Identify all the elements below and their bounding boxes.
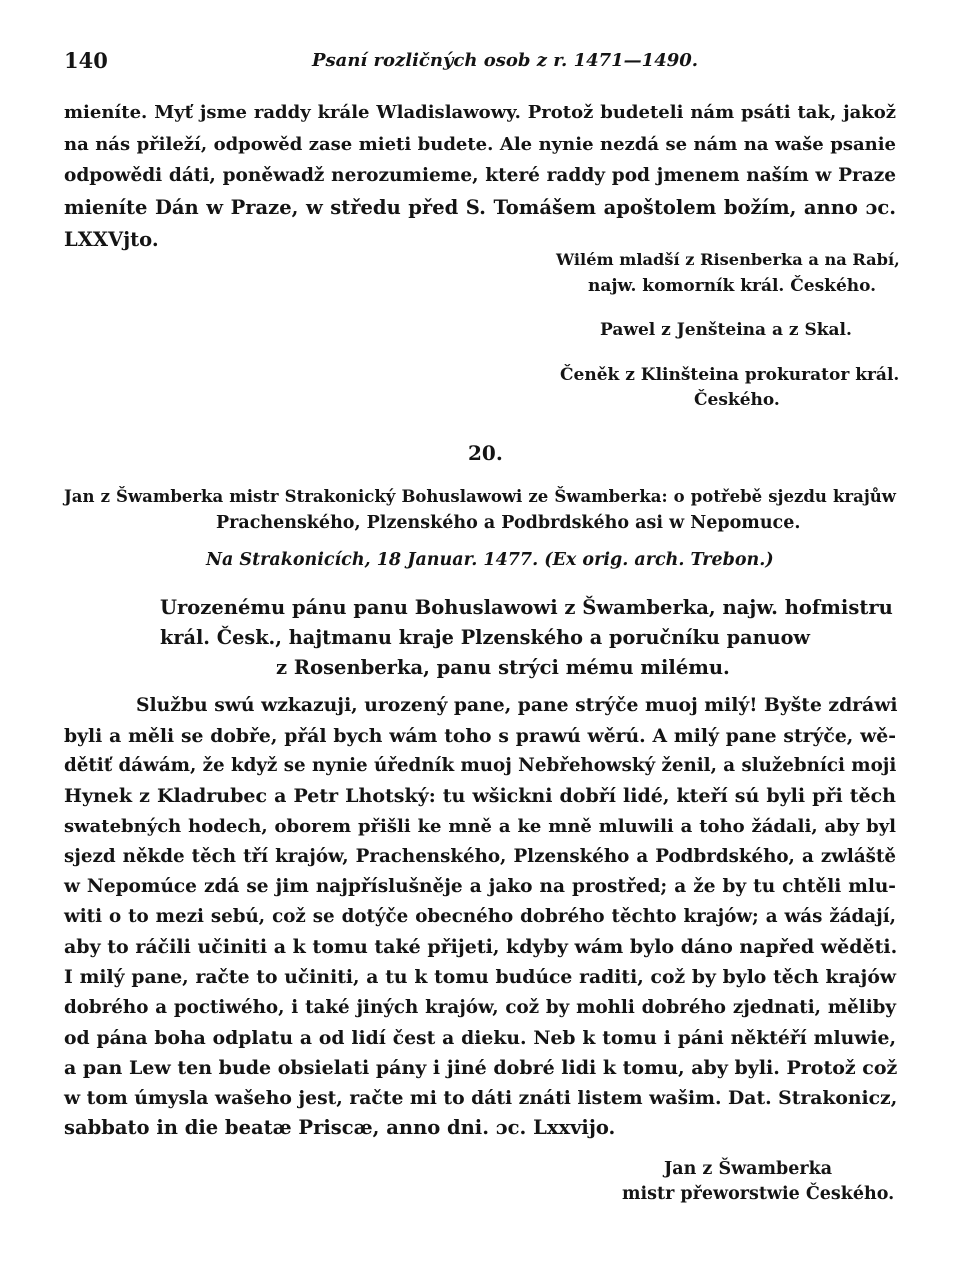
summary-line: Prachenského, Plzenského a Podbrdského asi w Nepomuce. [216, 513, 801, 533]
address-line: z Rosenberka, panu strýci mému milému. [276, 656, 730, 679]
letter-body-line: od pána boha odplatu a od lidí čest a dieku. Neb k tomu i páni něktéří mluwie, [64, 1027, 896, 1049]
signature-line: mistr přeworstwie Českého. [622, 1184, 895, 1204]
prev-letter-line: odpowědi dáti, poněwadž nerozumieme, které raddy pod jmenem naším w Praze [64, 165, 896, 186]
prev-letter-line: LXXVjto. [64, 228, 159, 251]
signature-line: Jan z Šwamberka [664, 1159, 833, 1179]
prev-letter-line: mieníte. Myť jsme raddy krále Wladislawowy. Protož budeteli nám psáti tak, jakož [64, 102, 896, 123]
letter-body-line: w Nepomúce zdá se jim najpříslušněje a jako na prostřed; a že by tu chtěli mlu- [64, 876, 896, 897]
signature-line: najw. komorník král. Českého. [588, 276, 877, 296]
signature-line: Wilém mladší z Risenberka a na Rabí, [556, 250, 900, 269]
summary-line: Jan z Šwamberka mistr Strakonický Bohuslawowi ze Šwamberka: o potřebě sjezdu krajůw [64, 487, 896, 506]
letter-body-line: sjezd někde těch tří krajów, Prachenského, Plzenského a Podbrdského, a zwláště [64, 846, 896, 867]
prev-letter-line: mieníte Dán w Praze, w středu před S. Tomášem apoštolem božím, anno ɔc. [64, 196, 896, 219]
letter-body-line: swatebných hodech, oborem přišli ke mně a ke mně mluwili a toho žádali, aby byl [64, 816, 896, 837]
letter-body-line: I milý pane, račte to učiniti, a tu k tomu budúce raditi, což by bylo těch krajów [64, 966, 896, 988]
page-number: 140 [64, 48, 108, 73]
letter-body-line: a pan Lew ten bude obsielati pány i jiné dobré lidi k tomu, aby byli. Protož což [64, 1057, 898, 1079]
signature-line: Pawel z Jenšteina a z Skal. [600, 320, 852, 340]
signature-line: Českého. [694, 390, 780, 410]
letter-body-line: aby to ráčili učiniti a k tomu také přijeti, kdyby wám bylo dáno napřed wěděti. [64, 936, 898, 958]
letter-body-line: byli a měli se dobře, přál bych wám toho s prawú wěrú. A milý pane strýče, wě- [64, 725, 896, 747]
address-line: Urozenému pánu panu Bohuslawowi z Šwamberka, najw. hofmistru [160, 596, 893, 619]
letter-body-line: w tom úmysla wašeho jest, račte mi to dáti znáti listem wašim. Dat. Strakonicz, [64, 1087, 898, 1109]
prev-letter-line: na nás přileží, odpowěd zase mieti budete. Ale nynie nezdá se nám na waše psanie [64, 134, 896, 155]
letter-body-line: dobrého a poctiwého, i také jiných krajów, což by mohli dobrého zjednati, měliby [64, 997, 896, 1018]
signature-line: Čeněk z Klinšteina prokurator král. [560, 365, 900, 385]
letter-body-line: Hynek z Kladrubec a Petr Lhotský: tu wšickni dobří lidé, kteří sú byli při těch [64, 785, 896, 807]
letter-body-line: dětiť dáwám, že když se nynie úředník muoj Nebřehowský ženil, a služebníci moji [64, 755, 897, 776]
letter-body-line: sabbato in die beatæ Priscæ, anno dni. ɔc. Lxxvijo. [64, 1116, 616, 1139]
address-line: král. Česk., hajtmanu kraje Plzenského a poručníku panuow [160, 626, 810, 649]
letter-body-line: witi o to mezi sebú, což se dotýče obecného dobrého těchto krajów; a wás žádají, [64, 906, 896, 927]
dateline: Na Strakonicích, 18 Januar. 1477. (Ex orig. arch. Trebon.) [206, 550, 774, 570]
running-title: Psaní rozličných osob z r. 1471—1490. [312, 50, 699, 71]
letter-number: 20. [468, 441, 503, 465]
letter-body-line: Službu swú wzkazuji, urozený pane, pane strýče muoj milý! Byšte zdráwi [136, 694, 898, 716]
